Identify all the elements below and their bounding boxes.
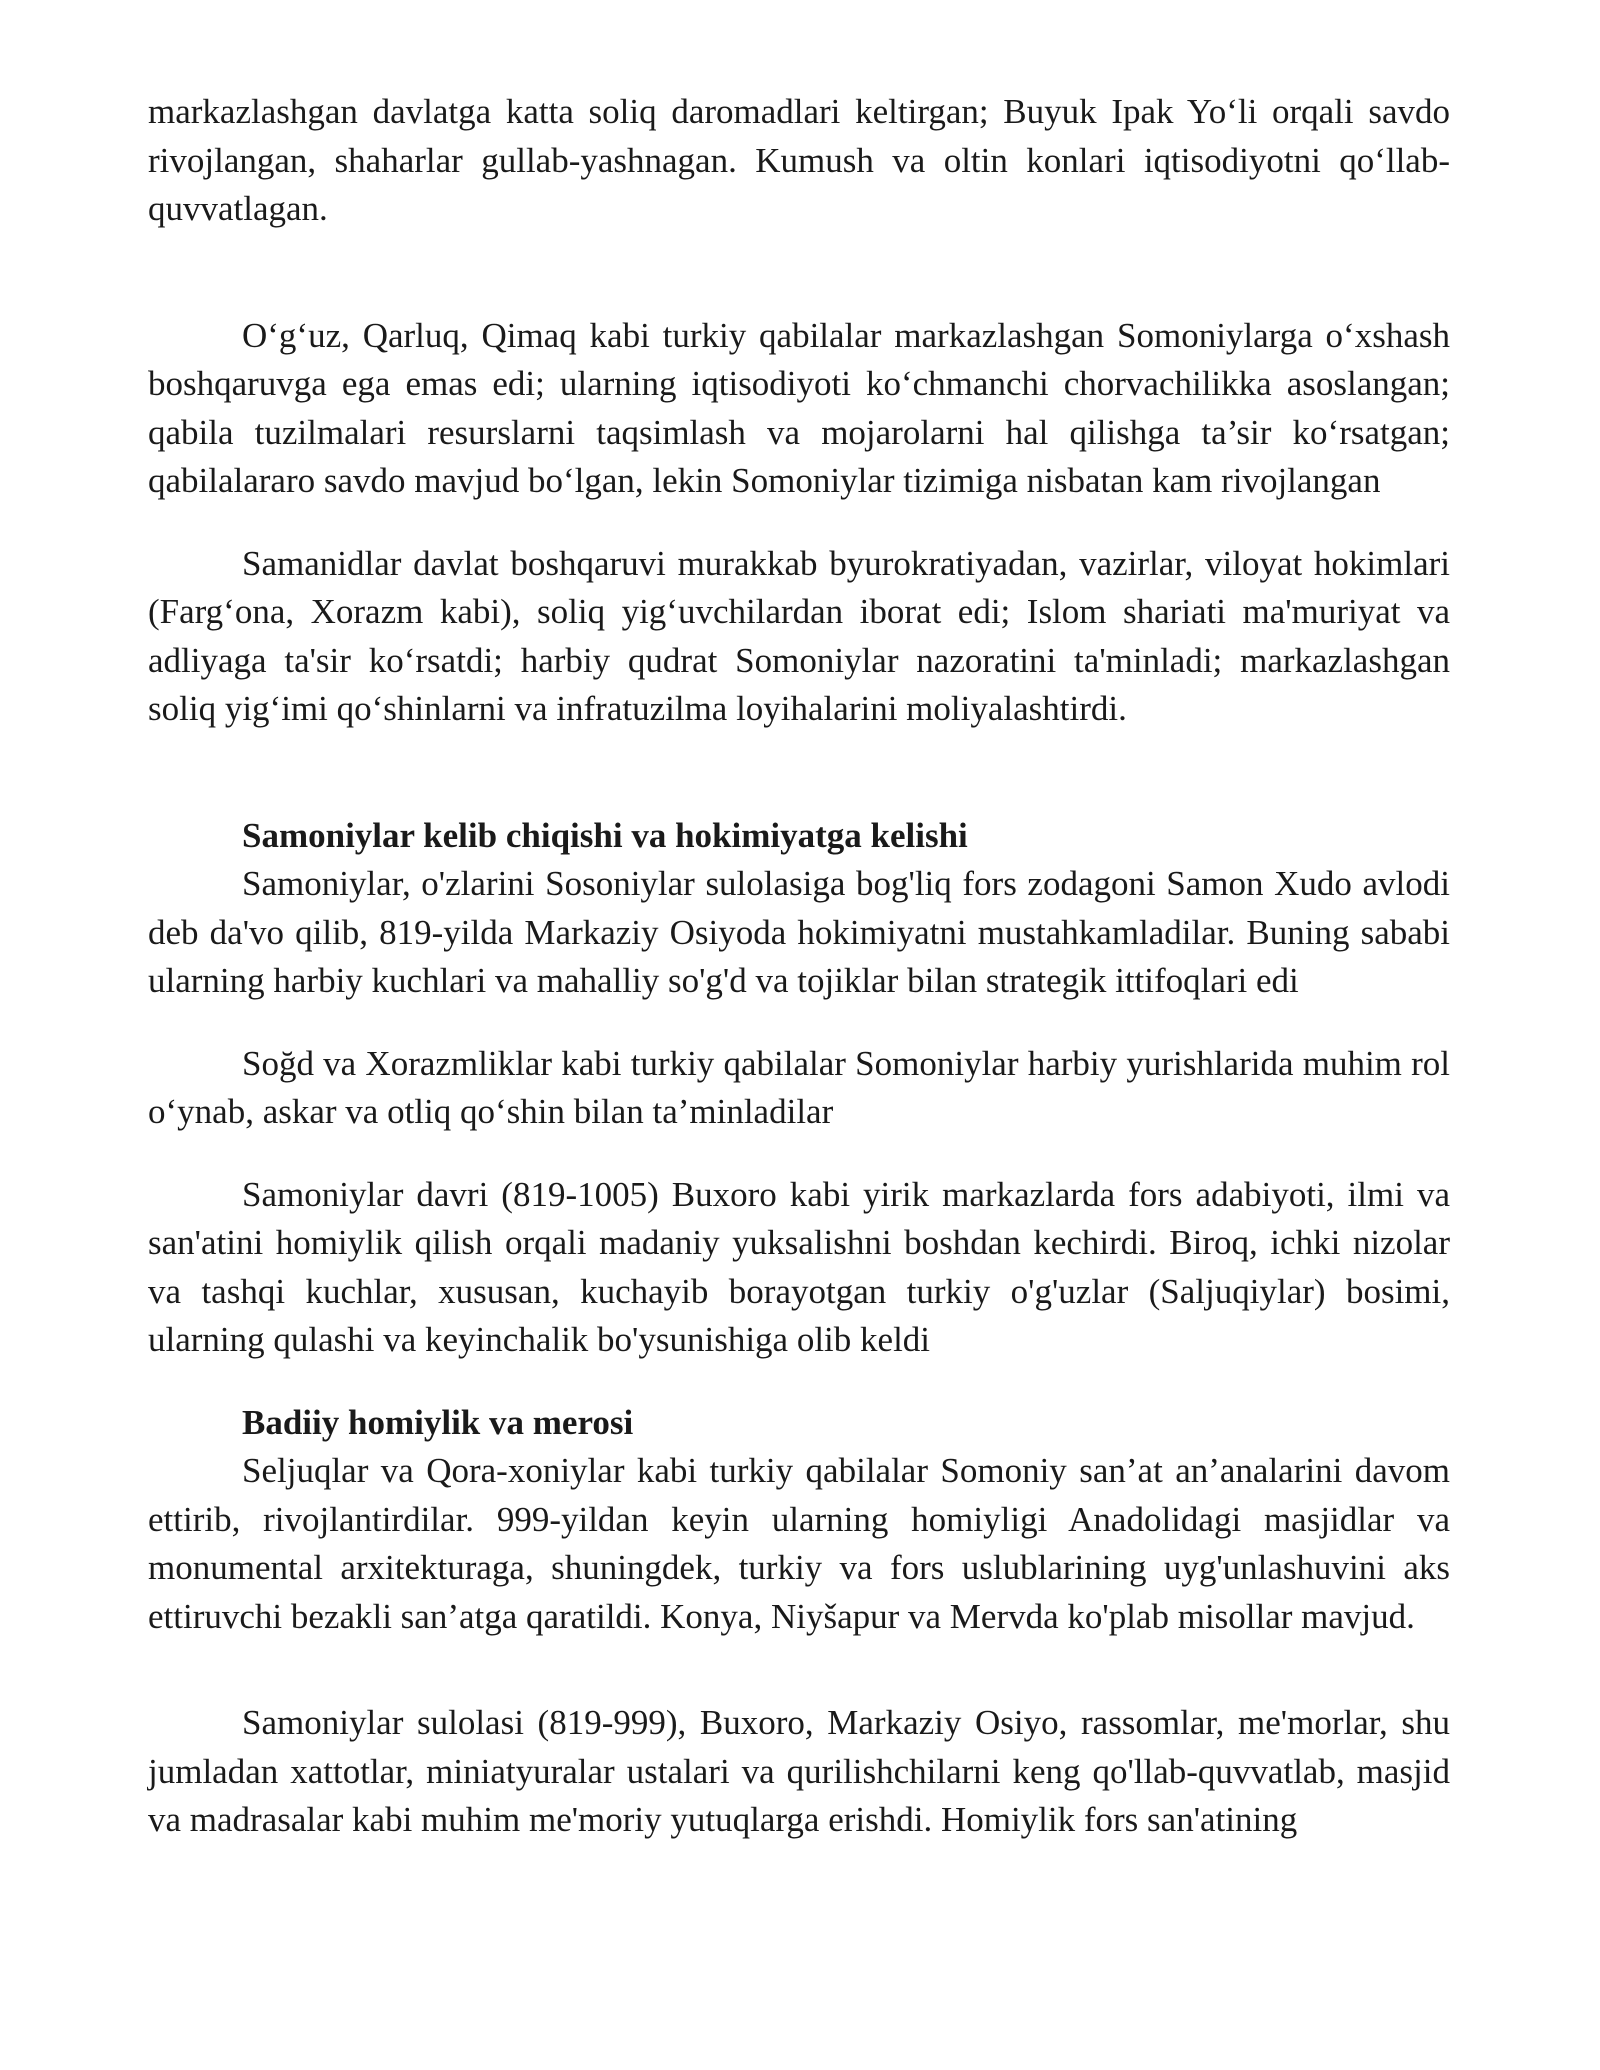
paragraph-seljuq-karakhanid: Seljuqlar va Qora-xoniylar kabi turkiy qabilalar Somoniy san’at an’analarini davom ettirib, rivojlantirdilar. 999-yildan keyin ularning homiyligi Anadolidagi masjidlar va monumental arxitekturaga, shuningdek, turkiy va fors uslublarining uyg'unlashuvini aks ettiruvchi bezakli san’atga qaratildi. Konya, Niyšapur va Mervda ko'plab misollar mavjud. (148, 1451, 1450, 1636)
paragraph-military-role: Soğd va Xorazmliklar kabi turkiy qabilalar Somoniylar harbiy yurishlarida muhim rol o‘ynab, askar va otliq qo‘shin bilan ta’minladilar (148, 1043, 1450, 1131)
paragraph-economy-continued: markazlashgan davlatga katta soliq daromadlari keltirgan; Buyuk Ipak Yo‘li orqali savdo rivojlangan, shaharlar gullab-yashnagan. Kumush va oltin konlari iqtisodiyotni qo‘llab-quvvatlagan. (148, 92, 1450, 228)
paragraph-turkic-tribes: O‘g‘uz, Qarluq, Qimaq kabi turkiy qabilalar markazlashgan Somoniylarga o‘xshash boshqaruvga ega emas edi; ularning iqtisodiyoti ko‘chmanchi chorvachilikka asoslangan; qabila tuzilmalari resurslarni taqsimlash va mojarolarni hal qilishga ta’sir ko‘rsatgan; qabilalararo savdo mavjud bo‘lgan, lekin Somoniylar tizimiga nisbatan kam rivojlangan (148, 315, 1450, 500)
paragraph-samanid-dynasty-patronage: Samoniylar sulolasi (819-999), Buxoro, Markaziy Osiyo, rassomlar, me'morlar, shu jumladan xattotlar, miniatyuralar ustalari va qurilishchilarni keng qo'llab-quvvatlab, masjid va madrasalar kabi muhim me'moriy yutuqlarga erishdi. Homiylik fors san'atining (148, 1703, 1450, 1839)
paragraph-samanid-administration: Samanidlar davlat boshqaruvi murakkab byurokratiyadan, vazirlar, viloyat hokimlari (Farg‘ona, Xorazm kabi), soliq yig‘uvchilardan iborat edi; Islom shariati ma'muriyat va adliyaga ta'sir ko‘rsatdi; harbiy qudrat Somoniylar nazoratini ta'minladi; markazlashgan soliq yig‘imi qo‘shinlarni va infratuzilma loyihalarini moliyalashtirdi. (148, 543, 1450, 728)
section-heading-origins: Samoniylar kelib chiqishi va hokimiyatga kelishi (242, 815, 968, 855)
document-page (148, 88, 1450, 1845)
section-heading-patronage: Badiiy homiylik va merosi (242, 1402, 634, 1442)
paragraph-samanid-origins: Samoniylar, o'zlarini Sosoniylar sulolasiga bog'liq fors zodagoni Samon Xudo avlodi deb da'vo qilib, 819-yilda Markaziy Osiyoda hokimiyatni mustahkamladilar. Buning sababi ularning harbiy kuchlari va mahalliy so'g'd va tojiklar bilan strategik ittifoqlari edi (148, 864, 1450, 1000)
paragraph-samanid-era: Samoniylar davri (819-1005) Buxoro kabi yirik markazlarda fors adabiyoti, ilmi va san'atini homiylik qilish orqali madaniy yuksalishni boshdan kechirdi. Biroq, ichki nizolar va tashqi kuchlar, xususan, kuchayib borayotgan turkiy o'g'uzlar (Saljuqiylar) bosimi, ularning qulashi va keyinchalik bo'ysunishiga olib keldi (148, 1174, 1450, 1359)
